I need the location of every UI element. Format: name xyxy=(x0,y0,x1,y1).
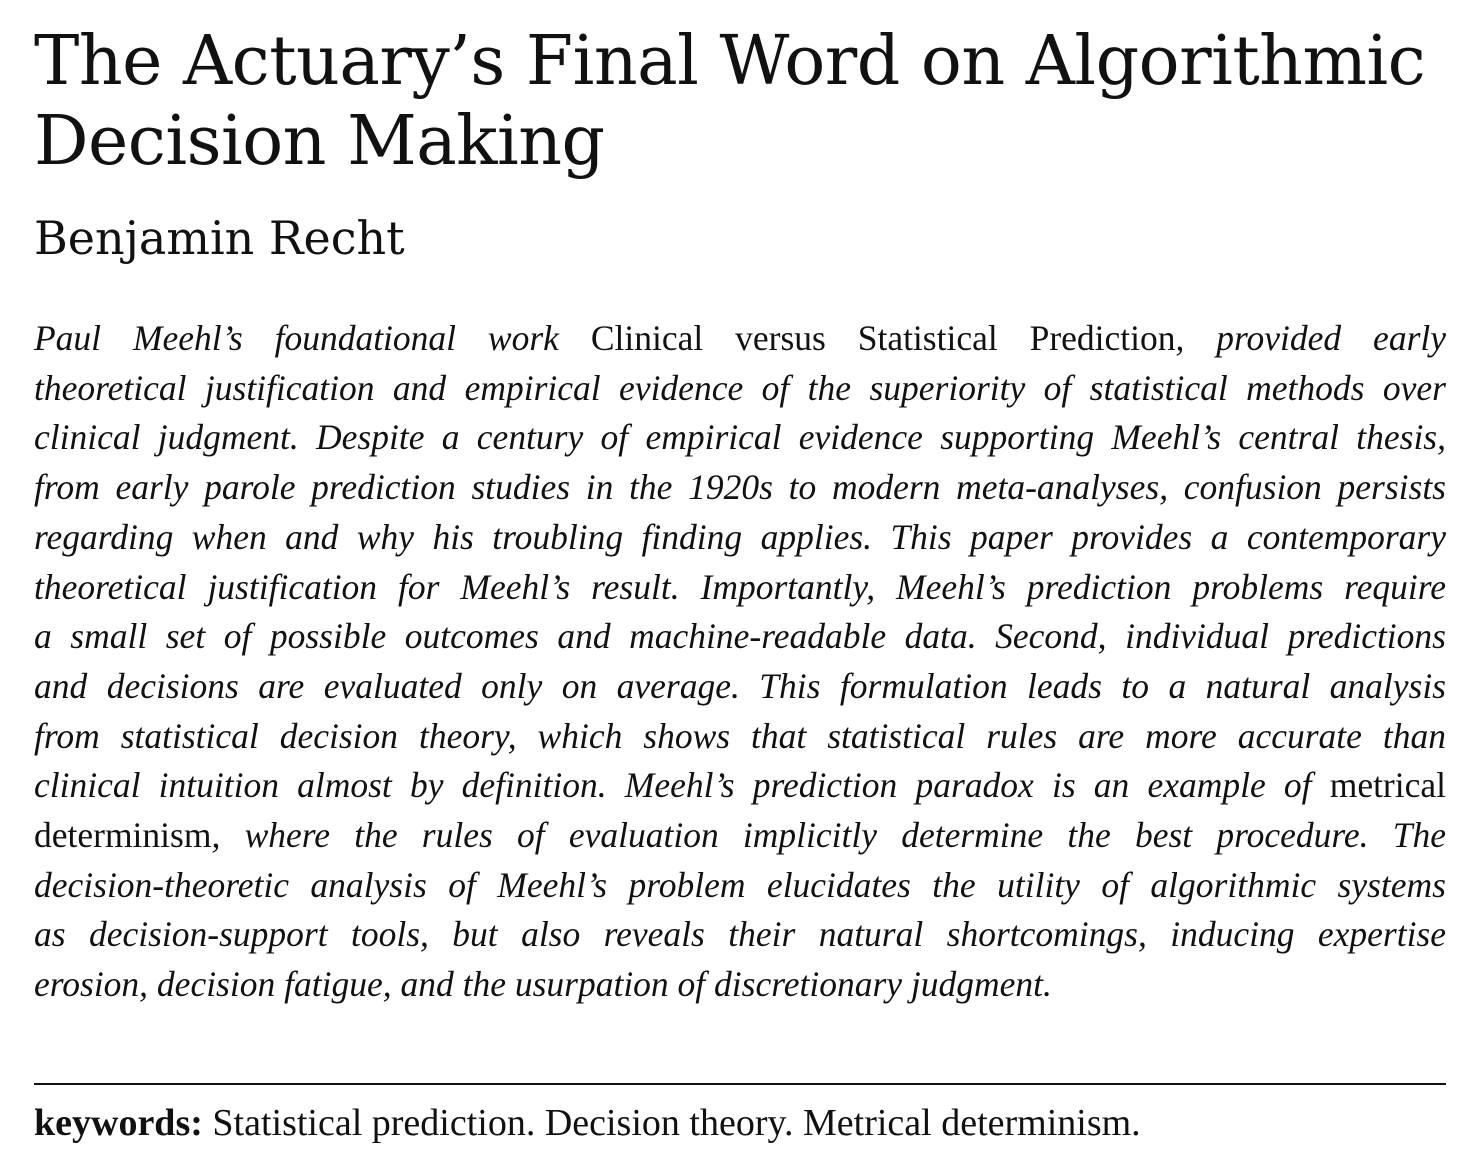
abstract-line: regarding when and why his troubling finding applies. This paper provides a contemporary xyxy=(34,516,1446,557)
abstract-line: decision-theoretic analysis of Meehl’s problem elucidates the utility of algorithmic systems xyxy=(34,864,1446,905)
abstract-line: and decisions are evaluated only on average. This formulation leads to a natural analysis xyxy=(34,665,1446,706)
abstract-text: clinical intuition almost by definition. Meehl’s prediction paradox is an example of xyxy=(34,765,1330,806)
abstract xyxy=(34,314,1446,1010)
abstract-text: , where the rules of evaluation implicitly determine the best procedure. The xyxy=(211,815,1446,856)
keywords xyxy=(34,1098,1446,1148)
keywords-text: Statistical prediction. Decision theory. Metrical determinism. xyxy=(202,1102,1141,1144)
abstract-text: , provided early xyxy=(1175,318,1446,358)
paper-title-line-1: The Actuary’s Final Word on Algorithmic xyxy=(34,22,1426,101)
abstract-line: theoretical justification for Meehl’s result. Importantly, Meehl’s prediction problems require xyxy=(34,566,1446,607)
abstract-line: from early parole prediction studies in the 1920s to modern meta-analyses, confusion persists xyxy=(34,467,1446,508)
abstract-line: from statistical decision theory, which shows that statistical rules are more accurate than xyxy=(34,715,1446,756)
abstract-text: Paul Meehl’s foundational work xyxy=(34,318,591,358)
book-title: Clinical versus Statistical Prediction xyxy=(590,318,1176,358)
paper-header xyxy=(34,22,1446,1010)
abstract-line xyxy=(34,811,1446,861)
term-determinism: determinism xyxy=(34,815,212,856)
abstract-line: theoretical justification and empirical evidence of the superiority of statistical methods over xyxy=(34,367,1446,408)
keywords-label: keywords: xyxy=(34,1102,203,1144)
paper-title-line-2: Decision Making xyxy=(34,102,605,181)
divider xyxy=(34,1083,1446,1085)
term-metrical: metrical xyxy=(1329,765,1446,806)
paper-title xyxy=(34,22,1446,182)
abstract-line xyxy=(34,761,1446,811)
paper-author: Benjamin Recht xyxy=(34,211,405,265)
abstract-line xyxy=(34,314,1446,364)
abstract-line: erosion, decision fatigue, and the usurpation of discretionary judgment. xyxy=(34,964,1052,1005)
abstract-line: a small set of possible outcomes and machine-readable data. Second, individual predictions xyxy=(34,616,1446,657)
abstract-line: clinical judgment. Despite a century of empirical evidence supporting Meehl’s central thesis, xyxy=(34,417,1446,458)
abstract-line: as decision-support tools, but also reveals their natural shortcomings, inducing expertise xyxy=(34,914,1446,955)
